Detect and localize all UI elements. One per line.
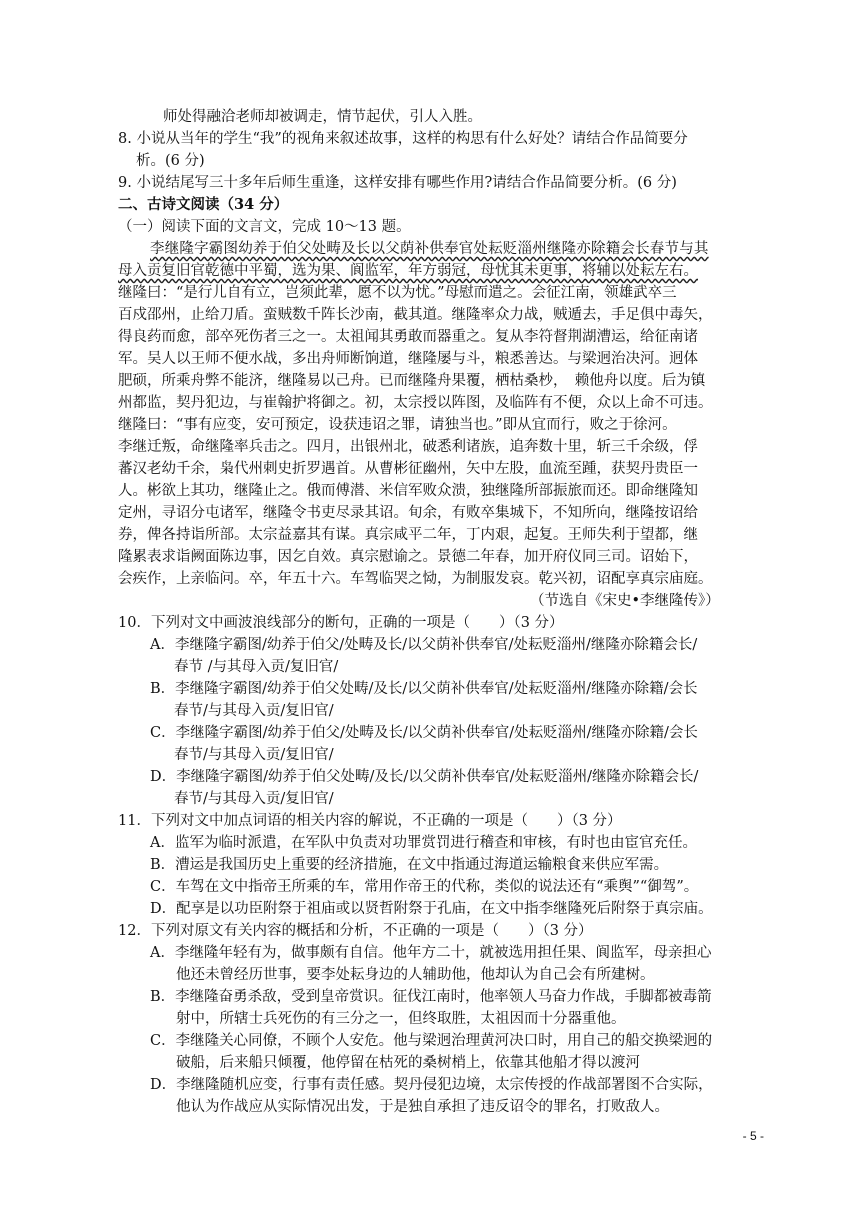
q10-option-c-cont: 春节/与其母入贡/复旧官/ (174, 747, 334, 763)
q12-option-d-cont: 他认为作战应从实际情况出发，于是独自承担了违反诏令的罪名，打败敌人。 (176, 1099, 669, 1115)
passage-line-2 (118, 260, 698, 282)
section-title: 二、古诗文阅读（34 分） (118, 196, 289, 213)
passage-line-7: 肥硕，所乘舟弊不能济，继隆易以己舟。已而继隆舟果覆，栖枯桑杪， 赖他舟以度。后为镇 (118, 373, 706, 389)
q10-option-d: D．李继隆字霸图/幼养于伯父处畴/及长/以父荫补供奉官/处耘贬淄州/继隆亦除籍会长/ (150, 769, 699, 785)
q12-option-b: B．李继隆奋勇杀敌，受到皇帝赏识。征伐江南时，他率领人马奋力作战，手脚都被毒箭 (150, 989, 712, 1005)
q11-option-b: B．漕运是我国历史上重要的经济措施，在文中指通过海道运输粮食来供应军需。 (150, 857, 669, 873)
q11-option-d: D．配享是以功臣附祭于祖庙或以贤哲附祭于孔庙，在文中指李继隆死后附祭于真宗庙。 (150, 901, 713, 917)
page-number: - 5 - (742, 1129, 764, 1143)
question-10: 10．下列对文中画波浪线部分的断句，正确的一项是（ ）（3 分） (118, 615, 564, 631)
passage-line-9: 继隆曰：“事有应变，安可预定，设获违诏之罪，请独当也。”即从宜而行，败之于徐河。 (118, 417, 677, 433)
q10-option-d-cont: 春节/与其母入贡/复旧官/ (174, 791, 334, 807)
q12-option-c: C．李继隆关心同僚，不顾个人安危。他与梁迥治理黄河决口时，用自己的船交换梁迥的 (150, 1033, 713, 1049)
q12-option-d: D．李继隆随机应变，行事有责任感。契丹侵犯边境，太宗传授的作战部署图不合实际， (150, 1077, 713, 1093)
q10-option-a-cont: 春节 /与其母入贡/复旧官/ (174, 659, 339, 675)
text-line: 师处得融洽老师却被调走，情节起伏，引人入胜。 (163, 109, 482, 125)
q12-option-a-cont: 他还未曾经历世事，要李处耘身边的人辅助他，他却认为自己会有所建树。 (176, 967, 655, 983)
passage-line-8: 州都监，契丹犯边，与崔翰护将御之。初，太宗授以阵图，及临阵有不便，众以上命不可违。 (118, 395, 713, 411)
q12-option-b-cont: 射中，所辖士兵死伤的有三分之一，但终取胜，太祖因而十分器重他。 (176, 1011, 626, 1027)
passage-source: （节选自《宋史•李继隆传》） (530, 593, 720, 609)
question-8-cont: 析。(6 分) (136, 153, 205, 169)
passage-line-3: 继隆曰：“是行儿自有立，岂须此辈，愿不以为忧。”母慰而遣之。会征江南，领雄武卒三 (118, 285, 677, 301)
passage-line-10: 李继迁叛，命继隆率兵击之。四月，出银州北，破悉利诸族，追奔数十里，斩三千余级，俘 (118, 439, 698, 455)
q11-option-c: C．车驾在文中指帝王所乘的车，常用作帝王的代称，类似的说法还有“乘舆”“御驾”。 (150, 879, 699, 895)
passage-line-4: 百戍邵州，止给刀盾。蛮贼数千阵长沙南，截其道。继隆率众力战，贼遁去，手足俱中毒矢， (118, 307, 713, 323)
q10-option-b-cont: 春节/与其母入贡/复旧官/ (174, 703, 334, 719)
question-9: 9. 小说结尾写三十多年后师生重逢，这样安排有哪些作用?请结合作品简要分析。(6 分) (118, 175, 677, 191)
question-11: 11．下列对文中加点词语的相关内容的解说，不正确的一项是（ ）（3 分） (118, 813, 622, 829)
passage-line-1: 李继隆字霸图幼养于伯父处畴及长以父荫补供奉官处耘贬淄州继隆亦除籍会长春节与其 (150, 241, 709, 257)
section-subtitle: （一）阅读下面的文言文，完成 10～13 题。 (118, 219, 411, 235)
q10-option-b: B．李继隆字霸图/幼养于伯父处畴/及长/以父荫补供奉官/处耘贬淄州/继隆亦除籍/会长 (150, 681, 698, 697)
passage-line-12: 人。彬欲上其功，继隆止之。俄而傅潜、米信军败众溃，独继隆所部振旅而还。即命继隆知 (118, 483, 698, 499)
q10-option-a: A．李继隆字霸图/幼养于伯父/处畴及长/以父荫补供奉官/处耘贬淄州/继隆亦除籍会长/ (150, 637, 698, 653)
passage-line-14: 券，俾各持诣所部。太宗益嘉其有谋。真宗咸平二年，丁内艰，起复。王师失利于望都，继 (118, 527, 698, 543)
passage-line-5: 得良药而愈，部卒死伤者三之一。太祖闻其勇敢而器重之。复从李符督荆湖漕运，给征南诸 (118, 329, 698, 345)
passage-line-13: 定州，寻诏分屯诸军，继隆令书吏尽录其诏。旬余，有败卒集城下，不知所向，继隆按诏给 (118, 505, 698, 521)
passage-line-11: 蕃汉老幼千余，枭代州刺史折罗遇首。从曹彬征幽州，矢中左股，血流至踵，获契丹贵臣一 (118, 461, 698, 477)
question-12: 12．下列对原文有关内容的概括和分析，不正确的一项是（ ）（3 分） (118, 923, 593, 939)
q11-option-a: A．监军为临时派遣，在军队中负责对功罪赏罚进行稽查和审核，有时也由宦官充任。 (150, 835, 697, 851)
passage-line-15: 隆累表求诣阙面陈边事，因乞自效。真宗慰谕之。景德二年春，加开府仪同三司。诏始下， (118, 549, 698, 565)
q10-option-c: C．李继隆字霸图/幼养于伯父/处畴及长/以父荫补供奉官/处耘贬淄州/继隆亦除籍/会长 (150, 725, 698, 741)
question-8: 8. 小说从当年的学生“我”的视角来叙述故事，这样的构思有什么好处？请结合作品简要分 (118, 131, 688, 147)
q12-option-a: A．李继隆年轻有为，做事颇有自信。他年方二十，就被选用担任果、阆监军，母亲担心 (150, 945, 712, 961)
passage-wavy-tail: 母入贡复旧官乾德中平蜀，选为果、阆监军，年方弱冠，母忧其未更事，将辅以处耘左右。 (118, 263, 698, 279)
q12-option-c-cont: 破船，后来船只倾覆，他停留在枯死的桑树梢上，依靠其他船才得以渡河 (176, 1055, 640, 1071)
passage-line-16: 会疾作，上亲临问。卒，年五十六。车驾临哭之恸，为制服发哀。乾兴初，诏配享真宗庙庭。 (118, 571, 713, 587)
passage-line-6: 军。吴人以王师不便水战，多出舟师断饷道，继隆屡与斗，粮悉善达。与梁迥治决河。迥体 (118, 351, 698, 367)
